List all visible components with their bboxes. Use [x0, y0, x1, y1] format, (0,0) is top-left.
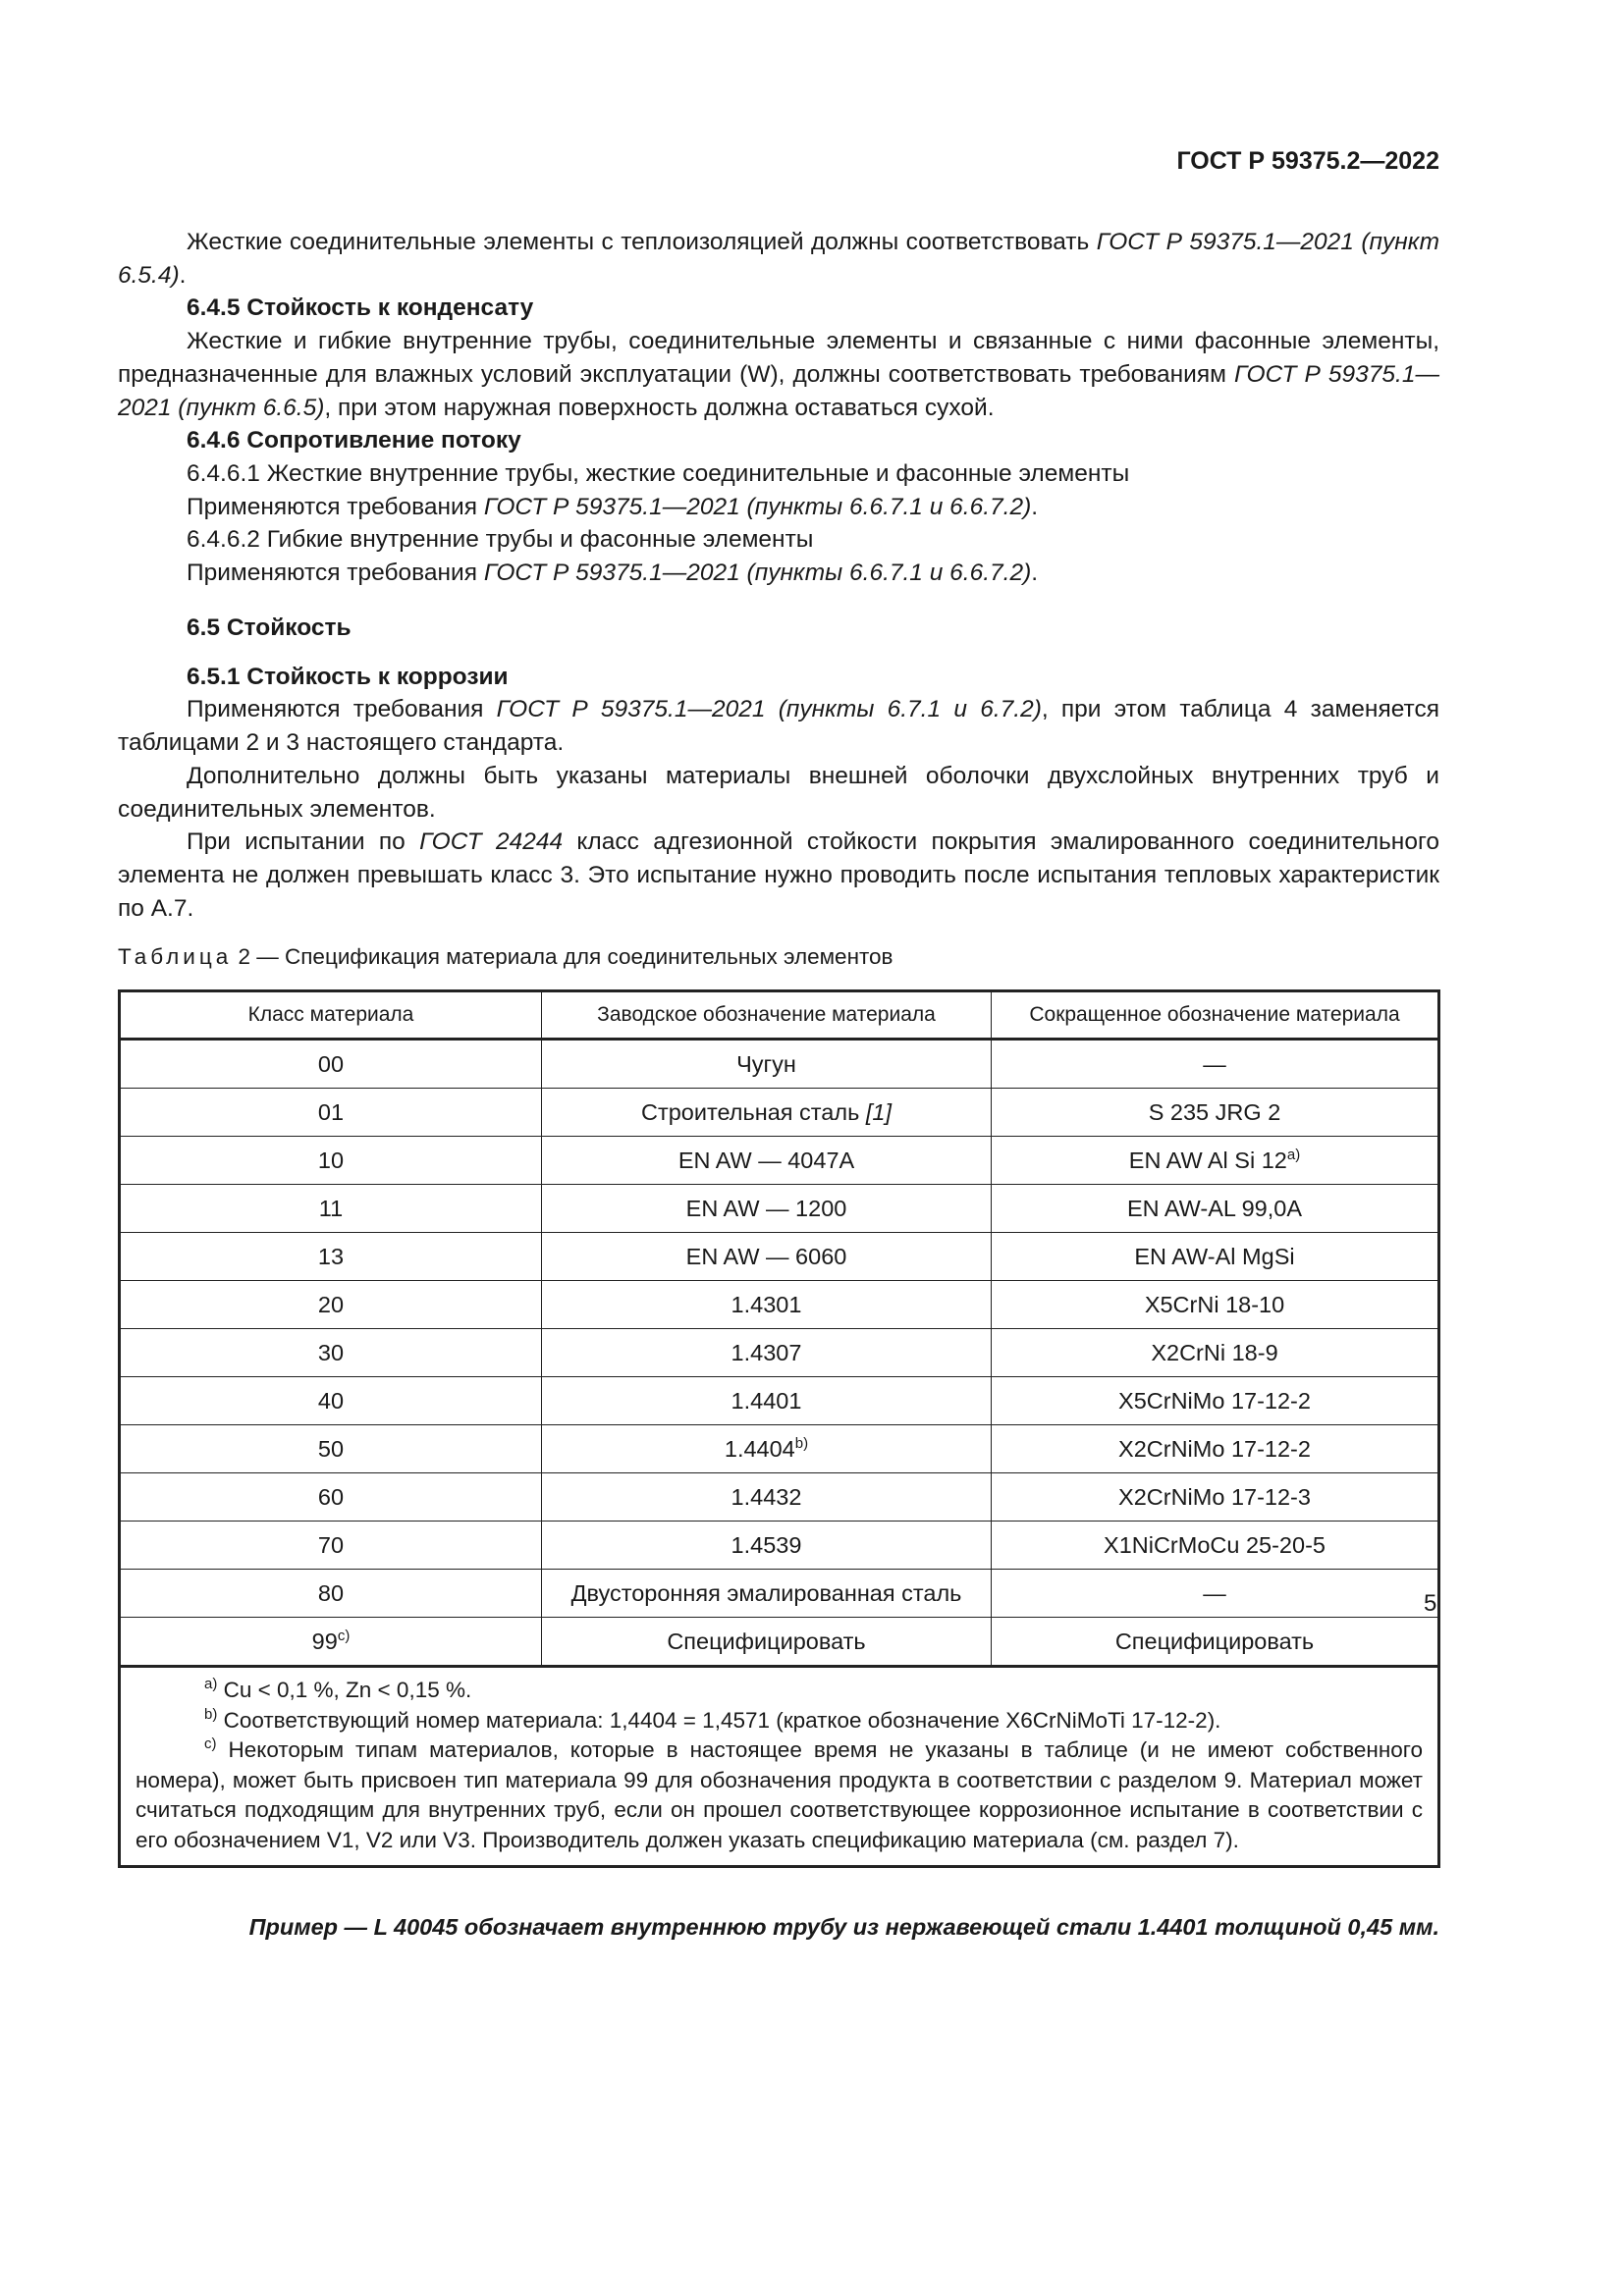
- footnote-marker: b): [204, 1705, 218, 1723]
- text: класс адгезионной стойкости покрытия эмалированного соединительного элемента не должен превышать класс 3. Это испытание нужно проводить после испытания тепловых характеристик по А.7.: [118, 828, 1439, 922]
- cell-text: 10: [317, 1147, 345, 1173]
- example-note: Пример — L 40045 обозначает внутреннюю трубу из нержавеющей стали 1.4401 толщиной 0,45 мм.: [248, 1914, 1439, 1940]
- column-header: Класс материала: [120, 991, 542, 1040]
- footnote-marker: a): [1286, 1146, 1301, 1163]
- table-cell: [992, 1618, 1439, 1667]
- reference: ГОСТ 24244: [419, 828, 564, 856]
- cell-text: EN AW-Al MgSi: [1134, 1243, 1295, 1269]
- reference: ГОСТ Р 59375.1—2021 (пункты 6.6.7.1 и 6.6.7.2): [483, 560, 1032, 587]
- table-caption: [118, 944, 893, 970]
- cell-text: 01: [317, 1098, 345, 1125]
- cell-text: EN AW — 1200: [685, 1195, 847, 1221]
- footnote-marker: b): [794, 1434, 809, 1452]
- cell-text: 60: [317, 1483, 345, 1510]
- cell-text: 1.4301: [731, 1291, 802, 1317]
- cell-text: 00: [317, 1050, 345, 1077]
- cell-text: —: [1203, 1050, 1226, 1077]
- text: Применяются требования: [187, 696, 497, 723]
- cell-text: Чугун: [736, 1050, 796, 1077]
- table-cell: [120, 1618, 542, 1667]
- footnote-text: Некоторым типам материалов, которые в настоящее время не указаны в таблице (и не имеют собственного номера), может быть присвоен тип материала 99 для обозначения продукта в соответствии с разделом 9. Материал может считаться подходящим для внутренних труб, если он прошел соответствующее коррозионное испытание в соответствии с его обозначением V1, V2 или V3. Производитель должен указать спецификацию материала (см. раздел 7).: [135, 1737, 1423, 1852]
- cell-text: 20: [317, 1291, 345, 1317]
- table-cell: [120, 1425, 542, 1473]
- cell-text: EN AW — 6060: [685, 1243, 847, 1269]
- subsection-6-4-6-1: 6.4.6.1 Жесткие внутренние трубы, жесткие соединительные и фасонные элементы: [187, 459, 1130, 487]
- cell-text: S 235 JRG 2: [1148, 1098, 1281, 1125]
- table-cell: [120, 1377, 542, 1425]
- text: .: [179, 261, 187, 289]
- table-cell: [542, 1522, 992, 1570]
- paragraph: [118, 826, 1439, 925]
- table-row: [120, 1425, 1439, 1473]
- footnote-text: Соответствующий номер материала: 1,4404 = 1,4571 (краткое обозначение X6CrNiMoTi 17-12-2).: [217, 1707, 1221, 1733]
- paragraph: [118, 226, 1439, 292]
- text: Жесткие соединительные элементы с теплоизоляцией должны соответствовать: [187, 229, 1097, 255]
- table-row: [120, 1522, 1439, 1570]
- section-heading-6-5-1: 6.5.1 Стойкость к коррозии: [187, 663, 509, 690]
- table-row: [120, 1281, 1439, 1329]
- cell-text: 1.4539: [731, 1531, 802, 1558]
- column-header: Заводское обозначение материала: [542, 991, 992, 1040]
- table-row: [120, 1473, 1439, 1522]
- paragraph: Дополнительно должны быть указаны материалы внешней оболочки двухслойных внутренних труб и соединительных элементов.: [118, 762, 1439, 823]
- paragraph: [118, 325, 1439, 424]
- table-row: [120, 1233, 1439, 1281]
- table-cell: [992, 1040, 1439, 1089]
- cell-text: Строительная сталь: [641, 1098, 866, 1125]
- table-row: [120, 1570, 1439, 1618]
- table-header-row: [120, 991, 1439, 1040]
- caption-label: Таблица: [118, 944, 233, 969]
- table-cell: [120, 1185, 542, 1233]
- table-cell: [992, 1089, 1439, 1137]
- table-cell: [542, 1329, 992, 1377]
- table-cell: [120, 1137, 542, 1185]
- paragraph: [118, 557, 1439, 590]
- table-cell: [542, 1618, 992, 1667]
- table-cell: [992, 1425, 1439, 1473]
- cell-text: 80: [317, 1579, 345, 1606]
- table-cell: [992, 1185, 1439, 1233]
- footnote: [135, 1735, 1423, 1855]
- table-footnotes-row: [120, 1667, 1439, 1867]
- cell-text: EN AW-AL 99,0A: [1126, 1195, 1303, 1221]
- body-section-2: [118, 612, 1439, 925]
- table-cell: [120, 1281, 542, 1329]
- cell-text: 1.4404: [724, 1435, 795, 1462]
- table-row: [120, 1089, 1439, 1137]
- text: .: [1031, 560, 1039, 587]
- table-row: [120, 1040, 1439, 1089]
- text: Применяются требования: [187, 560, 484, 587]
- table-cell: [542, 1185, 992, 1233]
- text: Применяются требования: [187, 493, 484, 520]
- subsection-6-4-6-2: 6.4.6.2 Гибкие внутренние трубы и фасонные элементы: [187, 526, 814, 554]
- table-cell: [542, 1425, 992, 1473]
- cell-text: Специфицировать: [1114, 1628, 1315, 1654]
- cell-text: 99: [311, 1628, 338, 1654]
- table-cell: [542, 1281, 992, 1329]
- table-row: [120, 1618, 1439, 1667]
- table-cell: [120, 1233, 542, 1281]
- text: , при этом наружная поверхность должна оставаться сухой.: [324, 394, 995, 421]
- table-cell: [992, 1522, 1439, 1570]
- table-cell: [992, 1329, 1439, 1377]
- text: .: [1031, 493, 1039, 520]
- table-cell: [542, 1137, 992, 1185]
- cell-text: X2CrNi 18-9: [1151, 1339, 1278, 1365]
- cell-text: EN AW Al Si 12: [1128, 1147, 1287, 1173]
- table-row: [120, 1377, 1439, 1425]
- table-row: [120, 1185, 1439, 1233]
- table-cell: [120, 1473, 542, 1522]
- table-cell: [120, 1089, 542, 1137]
- footnote: [135, 1676, 1423, 1706]
- table-cell: [120, 1040, 542, 1089]
- reference: ГОСТ Р 59375.1—2021 (пункты 6.6.7.1 и 6.6.7.2): [483, 493, 1032, 520]
- section-heading-6-5: 6.5 Стойкость: [187, 614, 352, 641]
- table-cell: [992, 1473, 1439, 1522]
- page-number: 5: [1424, 1590, 1437, 1617]
- column-header: Сокращенное обозначение материала: [992, 991, 1439, 1040]
- reference: ГОСТ Р 59375.1—2021 (пункт 6.6.5): [118, 360, 1439, 421]
- table-cell: [542, 1570, 992, 1618]
- text: Жесткие и гибкие внутренние трубы, соединительные элементы и связанные с ними фасонные элементы, предназначенные для влажных условий эксплуатации (W), должны соответствовать требованиям: [118, 328, 1439, 388]
- table-cell: [992, 1281, 1439, 1329]
- footnote-text: Cu < 0,1 %, Zn < 0,15 %.: [217, 1678, 472, 1702]
- cell-text: EN AW — 4047A: [677, 1147, 855, 1173]
- table-cell: [120, 1522, 542, 1570]
- footnote-marker: c): [337, 1627, 351, 1644]
- section-heading-6-4-5: 6.4.5 Стойкость к конденсату: [187, 294, 534, 322]
- cell-text: 30: [317, 1339, 345, 1365]
- cell-text: X5CrNi 18-10: [1144, 1291, 1285, 1317]
- section-heading-6-4-6: 6.4.6 Сопротивление потоку: [187, 427, 521, 454]
- cell-text: X2CrNiMo 17-12-2: [1118, 1435, 1311, 1462]
- footnote-marker: c): [204, 1735, 217, 1752]
- reference: ГОСТ Р 59375.1—2021 (пункты 6.7.1 и 6.7.2): [496, 696, 1042, 723]
- cell-text: Двусторонняя эмалированная сталь: [570, 1579, 962, 1606]
- table-cell: [992, 1570, 1439, 1618]
- table-cell: [992, 1377, 1439, 1425]
- cell-text: X2CrNiMo 17-12-3: [1118, 1483, 1311, 1510]
- body-section-1: [118, 226, 1439, 590]
- cell-text: X1NiCrMoCu 25-20-5: [1104, 1531, 1326, 1558]
- table-cell: [542, 1040, 992, 1089]
- table-cell: [992, 1137, 1439, 1185]
- table-cell: [542, 1473, 992, 1522]
- footnote-marker: a): [204, 1676, 218, 1692]
- table-cell: [542, 1233, 992, 1281]
- cell-text: X5CrNiMo 17-12-2: [1118, 1387, 1311, 1414]
- document-id-header: ГОСТ Р 59375.2—2022: [1176, 147, 1439, 175]
- text: При испытании по: [187, 828, 420, 856]
- cell-text: 1.4307: [731, 1339, 802, 1365]
- paragraph: [118, 491, 1439, 524]
- reference: [1]: [865, 1098, 892, 1125]
- cell-text: —: [1203, 1579, 1226, 1606]
- cell-text: 50: [317, 1435, 345, 1462]
- paragraph: [118, 693, 1439, 759]
- table-cell: [992, 1233, 1439, 1281]
- table-footnotes: [120, 1667, 1439, 1867]
- reference: ГОСТ Р 59375.1—2021 (пункт 6.5.4): [118, 229, 1439, 289]
- text: , при этом таблица 4 заменяется таблицами 2 и 3 настоящего стандарта.: [118, 696, 1439, 757]
- table-cell: [542, 1089, 992, 1137]
- cell-text: 1.4401: [731, 1387, 802, 1414]
- table-cell: [120, 1570, 542, 1618]
- cell-text: 13: [317, 1243, 345, 1269]
- cell-text: 70: [317, 1531, 345, 1558]
- material-spec-table: [118, 989, 1440, 1868]
- cell-text: Специфицировать: [667, 1628, 866, 1654]
- footnote: [135, 1706, 1423, 1736]
- table-row: [120, 1329, 1439, 1377]
- caption-text: 2 — Спецификация материала для соединительных элементов: [232, 944, 893, 969]
- table-cell: [120, 1329, 542, 1377]
- table-cell: [542, 1377, 992, 1425]
- table-row: [120, 1137, 1439, 1185]
- cell-text: 40: [317, 1387, 345, 1414]
- cell-text: 11: [318, 1195, 344, 1221]
- cell-text: 1.4432: [731, 1483, 802, 1510]
